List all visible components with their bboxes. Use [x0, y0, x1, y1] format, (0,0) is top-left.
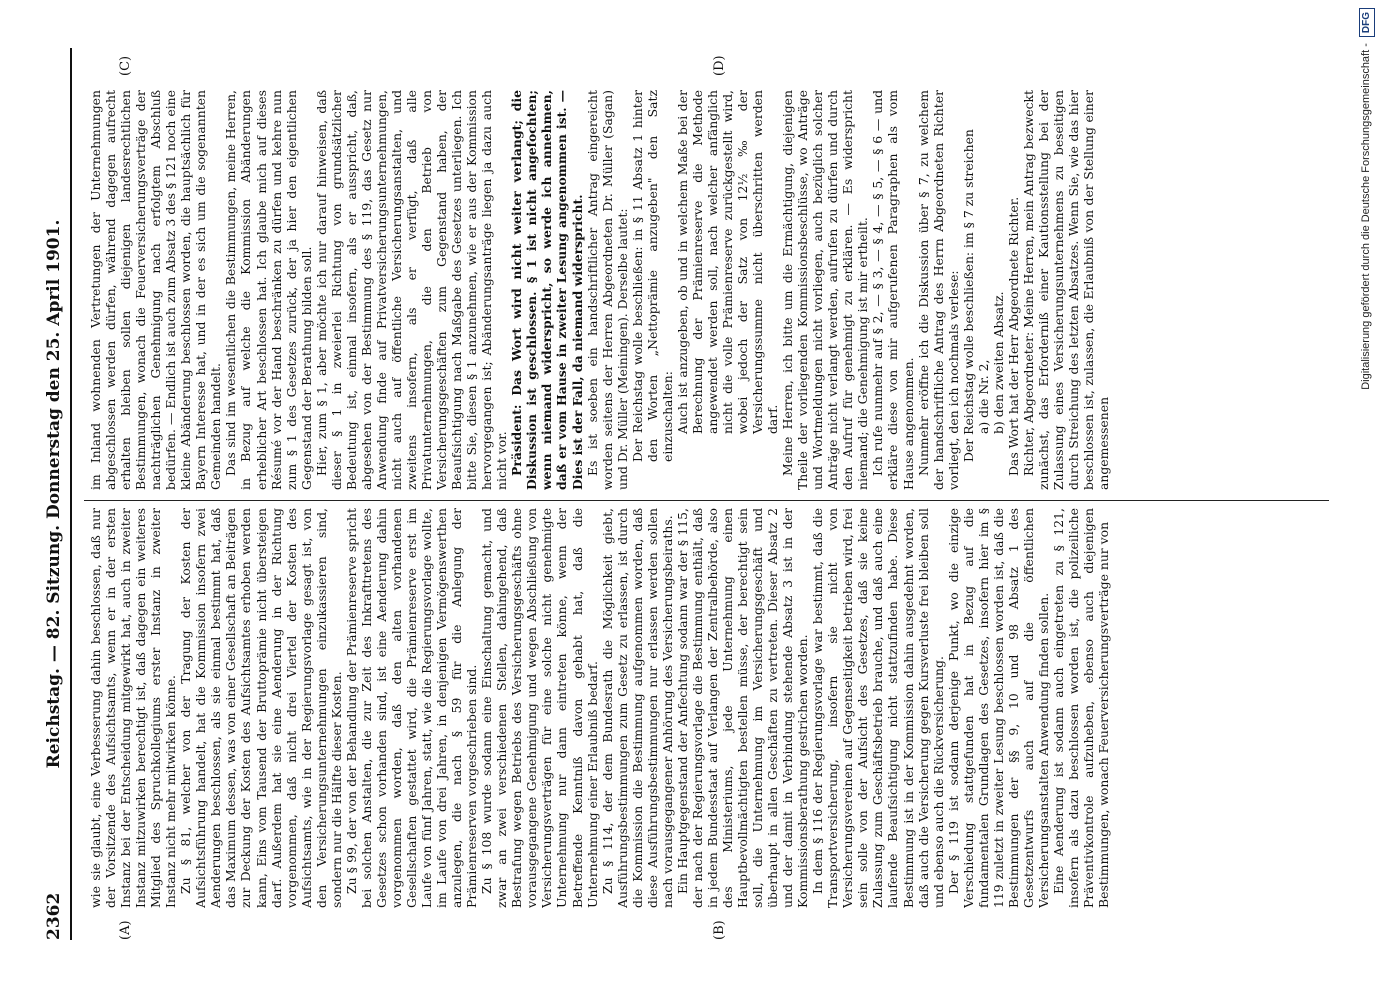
- right-column: [88, 90, 1328, 490]
- motion-text: Der Reichstag wolle beschließen: in § 11 Absatz 1 hinter den Worten „Nettoprämie anzugeben" den Satz einzuschalten:: [629, 90, 675, 462]
- president-statement: Präsident: Das Wort wird nicht weiter verlangt; die Diskussion ist geschlossen. § 1 ist nicht angefochten; wenn niemand widerspricht, so werde ich annehmen, daß er vom Hause in zweiter Lesung angenommen ist. — Dies ist der Fall, da niemand widerspricht.: [509, 90, 585, 490]
- paragraph: Eine Aenderung ist sodann auch eingetreten zu § 121, insofern als dazu beschlossen worden ist, die polizeiliche Präventivkontrole aufzuheben, ebenso auch diejenigen Bestimmungen, wonach Feuerversicherungsverträge nur von: [1051, 508, 1112, 908]
- motion-item: b) den zweiten Absatz.: [990, 291, 1006, 434]
- paragraph: Es ist soeben ein handschriftlicher Antrag eingereicht worden seitens der Herren Abgeordneten Dr. Müller (Sagan) und Dr. Müller (Meiningen). Derselbe lautet:: [584, 90, 630, 490]
- paragraph: Nunmehr eröffne ich die Diskussion über § 7, zu welchem der handschriftliche Antrag des Herrn Abgeordneten Richter vorliegt, den ich nochmals verlese:: [915, 90, 961, 490]
- digitization-credit: [1355, 8, 1377, 993]
- page-title: Reichstag. — 82. Sitzung. Donnerstag den 25. April 1901.: [44, 219, 64, 769]
- page-header: [40, 48, 72, 940]
- paragraph: wie sie glaubt, eine Verbesserung dahin beschlossen, daß nur der Vorsitzende des Aufsichtsamts, wenn er in der ersten Instanz bei der Entscheidung mitgewirkt hat, auch in zweiter Instanz mitzuwirken berechtigt ist, daß dagegen ein weiteres Mitglied des Spruchkollegiums erster Instanz in zweiter Instanz nicht mehr mitwirken könne.: [88, 508, 179, 908]
- paragraph: Ein Hauptgegenstand der Anfechtung sodann war der § 115, der nach der Regierungsvorlage die Bestimmung enthält, daß in jedem Bundesstaat auf Verlangen der Zentralbehörde, also des Ministeriums, jede Unternehmung einen Hauptbevollmächtigten bestellen müsse, der berechtigt sein soll, die Unternehmung im Versicherungsgeschäft und überhaupt in allen Geschäften zu vertreten. Dieser Absatz 2 und der damit in Verbindung stehende Absatz 3 ist in der Kommissionsberathung gestrichen worden.: [674, 508, 811, 908]
- paragraph: Zu § 81, welcher von der Tragung der Kosten der Aufsichtsführung handelt, hat die Kommission insofern zwei Aenderungen beschlossen, als sie einmal bestimmt hat, daß das Maximum dessen, was von einer Gesellschaft an Beiträgen zur Deckung der Kosten des Aufsichtsamtes erhoben werden kann, Eins vom Tausend der Bruttoprämie nicht übersteigen darf. Außerdem hat sie eine Aenderung in der Richtung vorgenommen, daß nicht drei Viertel der Kosten des Aufsichtsamts, wie in der Regierungsvorlage gesagt ist, von den Versicherungsunternehmungen einzukassieren sind, sondern nur die Hälfte dieser Kosten.: [178, 508, 344, 908]
- paragraph: Das sind im wesentlichen die Bestimmungen, meine Herren, in Bezug auf welche die Kommission Abänderungen erheblicher Art beschlossen hat. Ich glaube mich auf dieses Résumé vor der Hand beschränken zu dürfen und kehre nun zum § 1 des Gesetzes zurück, der ja hier den eigentlichen Gegenstand der Berathung bilden soll.: [223, 90, 314, 490]
- paragraph: Hier, zum § 1, aber möchte ich nur darauf hinweisen, daß dieser § 1 in zweierlei Richtung von grundsätzlicher Bedeutung ist, einmal insofern, als er ausspricht, daß, abgesehen von der Bestimmung des § 119, das Gesetz nur Anwendung finde auf Privatversicherungsunternehmungen, nicht auch auf öffentliche Versicherungsanstalten, und zweitens insofern, als er verfügt, daß alle Privatunternehmungen, die den Betrieb von Versicherungsgeschäften zum Gegenstand haben, der Beaufsichtigung nach Maßgabe des Gesetzes unterliegen. Ich bitte Sie, diesen § 1 anzunehmen, wie er aus der Kommission hervorgegangen ist; Abänderungsanträge liegen ja dazu auch nicht vor.: [313, 90, 510, 490]
- motion-text: Der Reichstag wolle beschließen: im § 7 zu streichen: [960, 129, 976, 462]
- motion-quote: Auch ist anzugeben, ob und in welchem Maße bei der Berechnung der Prämienreserve die Methode angewendet werden soll, nach welcher anfänglich nicht die volle Prämienreserve zurückgestellt wird, wobei jedoch der Satz von 12½ ‰ der Versicherungssumme nicht überschritten werden darf.: [674, 90, 781, 434]
- margin-marker-a: (A): [118, 920, 133, 940]
- paragraph: Meine Herren, ich bitte um die Ermächtigung, diejenigen Theile der vorliegenden Kommissionsbeschlüsse, wo Anträge und Wortmeldungen nicht vorliegen, auch bezüglich solcher Anträge nicht verlangt werden, aufrufen zu dürfen und durch den Aufruf für genehmigt zu erklären. — Es widerspricht niemand; die Genehmigung ist mir ertheilt.: [780, 90, 871, 490]
- dfg-logo: DFG: [1359, 8, 1375, 37]
- paragraph: Zu § 114, der dem Bundesrath die Möglichkeit giebt, Ausführungsbestimmungen zum Gesetz zu erlassen, ist durch die Kommission die Bestimmung aufgenommen worden, daß diese Ausführungsbestimmungen nur erlassen werden sollen nach vorausgegangener Anhörung des Versicherungsbeiraths.: [599, 508, 675, 908]
- credit-text: Digitalisierung gefördert durch die Deutsche Forschungsgemeinschaft -: [1360, 43, 1372, 390]
- paragraph: Das Wort hat der Herr Abgeordnete Richter.: [1005, 196, 1021, 476]
- margin-marker-d: (D): [712, 55, 727, 76]
- margin-marker-c: (C): [118, 55, 133, 76]
- left-column: [88, 508, 1328, 908]
- column-divider: [84, 500, 1329, 501]
- margin-marker-b: (B): [712, 920, 727, 940]
- paragraph: Der § 119 ist sodann derjenige Punkt, wo die einzige Verschiedung stattgefunden hat in Bezug auf die fundamentalen Grundlagen des Gesetzes, insofern hier im § 119 zuletzt in zweiter Lesung beschlossen worden ist, daß die Bestimmungen der §§ 9, 10 und 98 Absatz 1 des Gesetzentwurfs auch auf die öffentlichen Versicherungsanstalten Anwendung finden sollen.: [945, 508, 1051, 908]
- paragraph: In dem § 116 der Regierungsvorlage war bestimmt, daß die Transportversicherung, insofern sie nicht von Versicherungsvereinen auf Gegenseitigkeit betrieben wird, frei sein solle von der Aufsicht des Gesetzes, daß sie keine Zulassung zum Geschäftsbetrieb brauche, und daß auch eine laufende Beaufsichtigung nicht stattzufinden habe. Diese Bestimmung ist in der Kommission dahin ausgedehnt worden, daß auch die Versicherung gegen Kursverluste frei bleiben soll und ebenso auch die Rückversicherung.: [810, 508, 946, 908]
- speaker-paragraph: Richter, Abgeordneter: Meine Herren, mein Antrag bezweckt zunächst, das Erforderniß einer Kautionsstellung bei der Zulassung eines Versicherungsunternehmens zu beseitigen durch Streichung des letzten Absatzes. Wenn Sie, wie das hier beschlossen ist, zulassen, die Erlaubniß von der Stellung einer angemessenen: [1020, 90, 1112, 490]
- paragraph: im Inland wohnenden Vertretungen der Unternehmungen abgeschlossen werden dürfen, während dagegen aufrecht erhalten bleiben sollen diejenigen landesrechtlichen Bestimmungen, wonach die Feuerversicherungsverträge der nachträglichen Genehmigung nach erfolgtem Abschluß bedürfen. — Endlich ist auch zum Absatz 3 des § 121 noch eine kleine Abänderung beschlossen worden, die hauptsächlich für Bayern Interesse hat, und in der es sich um die sogenannten Gemeinden handelt.: [88, 90, 224, 490]
- motion-item: a) die Nr. 2,: [975, 359, 991, 434]
- paragraph: Zu § 99, der von der Behandlung der Prämienreserve spricht bei solchen Anstalten, die zur Zeit des Inkrafttretens des Gesetzes schon vorhanden sind, ist eine Aenderung dahin vorgenommen worden, daß den alten vorhandenen Gesellschaften gestattet wird, die Prämienreserve erst im Laufe von fünf Jahren, statt, wie die Regierungsvorlage wollte, im Laufe von drei Jahren, in denjenigen Vermögenswerthen anzulegen, die nach § 59 für die Anlegung der Prämienreserven vorgeschrieben sind.: [343, 508, 480, 908]
- page-number: 2362: [44, 892, 64, 940]
- paragraph: Ich rufe nunmehr auf § 2, — § 3, — § 4, — § 5, — § 6 — und erkläre diese von mir aufgerufenen Paragraphen als vom Hause angenommen.: [870, 90, 916, 490]
- paragraph: Zu § 108 wurde sodann eine Einschaltung gemacht, und zwar an zwei verschiedenen Stellen, dahingehend, daß Bestrafung wegen Betriebs des Versicherungsgeschäfts ohne vorausgegangene Genehmigung und wegen Abschließung von Versicherungsverträgen für eine solche nicht genehmigte Unternehmung nur dann eintreten könne, wenn der Betreffende Kenntniß davon gehabt hat, daß die Unternehmung einer Erlaubniß bedarf.: [479, 508, 600, 908]
